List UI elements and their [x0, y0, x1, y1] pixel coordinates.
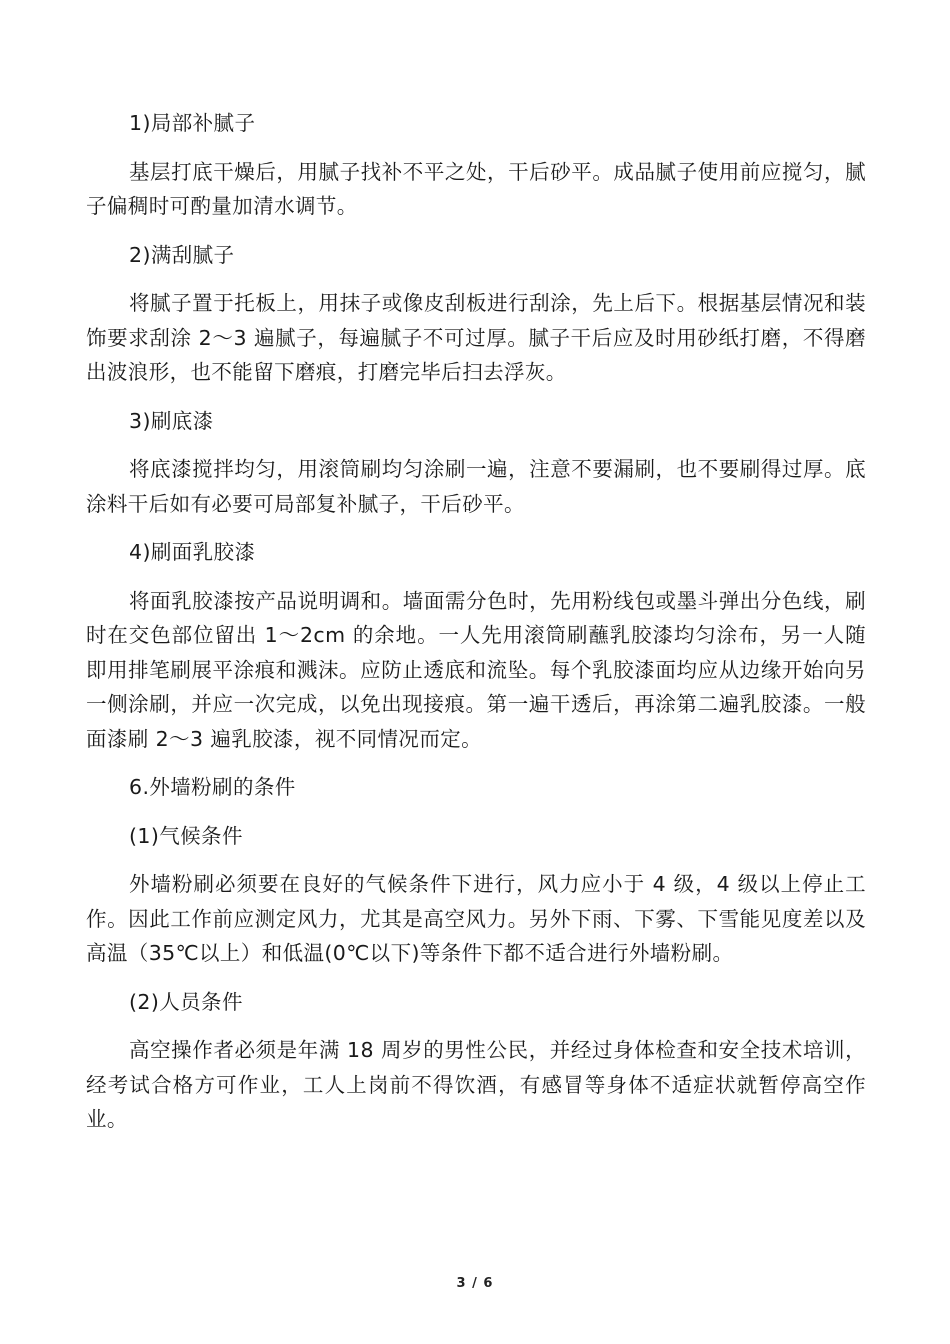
section-heading: (1)气候条件: [129, 823, 243, 848]
document-body: [86, 106, 866, 1151]
section-heading: 1)局部补腻子: [129, 111, 256, 135]
body-paragraph: 基层打底干燥后，用腻子找补不平之处，干后砂平。成品腻子使用前应搅匀，腻子偏稠时可酌量加清水调节。: [86, 159, 866, 218]
body-paragraph: 将面乳胶漆按产品说明调和。墙面需分色时，先用粉线包或墨斗弹出分色线，刷时在交色部位留出 1～2cm 的余地。一人先用滚筒刷蘸乳胶漆均匀涂布，另一人随即用排笔刷展平涂痕和溅沫。应防止透底和流坠。每个乳胶漆面均应从边缘开始向另一侧涂刷，并应一次完成，以免出现接痕。第一遍干透后，再涂第二遍乳胶漆。一般面漆刷 2～3 遍乳胶漆，视不同情况而定。: [86, 588, 866, 751]
section-heading: 4)刷面乳胶漆: [129, 540, 256, 564]
section-heading: (2)人员条件: [129, 989, 243, 1014]
section-heading: 3)刷底漆: [129, 408, 214, 433]
section-heading: 2)满刮腻子: [129, 242, 235, 267]
chapter-heading: 6.外墙粉刷的条件: [129, 775, 296, 799]
page-number: 3 / 6: [456, 1276, 494, 1291]
body-paragraph: 将腻子置于托板上，用抹子或像皮刮板进行刮涂，先上后下。根据基层情况和装饰要求刮涂 2～3 遍腻子，每遍腻子不可过厚。腻子干后应及时用砂纸打磨，不得磨出波浪形，也不能留下磨痕，打磨完毕后扫去浮灰。: [86, 291, 866, 384]
body-paragraph: 高空操作者必须是年满 18 周岁的男性公民，并经过身体检查和安全技术培训，经考试合格方可作业，工人上岗前不得饮酒，有感冒等身体不适症状就暂停高空作业。: [86, 1038, 866, 1131]
body-paragraph: 将底漆搅拌均匀，用滚筒刷均匀涂刷一遍，注意不要漏刷，也不要刷得过厚。底涂料干后如有必要可局部复补腻子，干后砂平。: [86, 457, 866, 516]
body-paragraph: 外墙粉刷必须要在良好的气候条件下进行，风力应小于 4 级，4 级以上停止工作。因此工作前应测定风力，尤其是高空风力。另外下雨、下雾、下雪能见度差以及高温（35℃以上）和低温(0℃以下)等条件下都不适合进行外墙粉刷。: [86, 872, 866, 965]
